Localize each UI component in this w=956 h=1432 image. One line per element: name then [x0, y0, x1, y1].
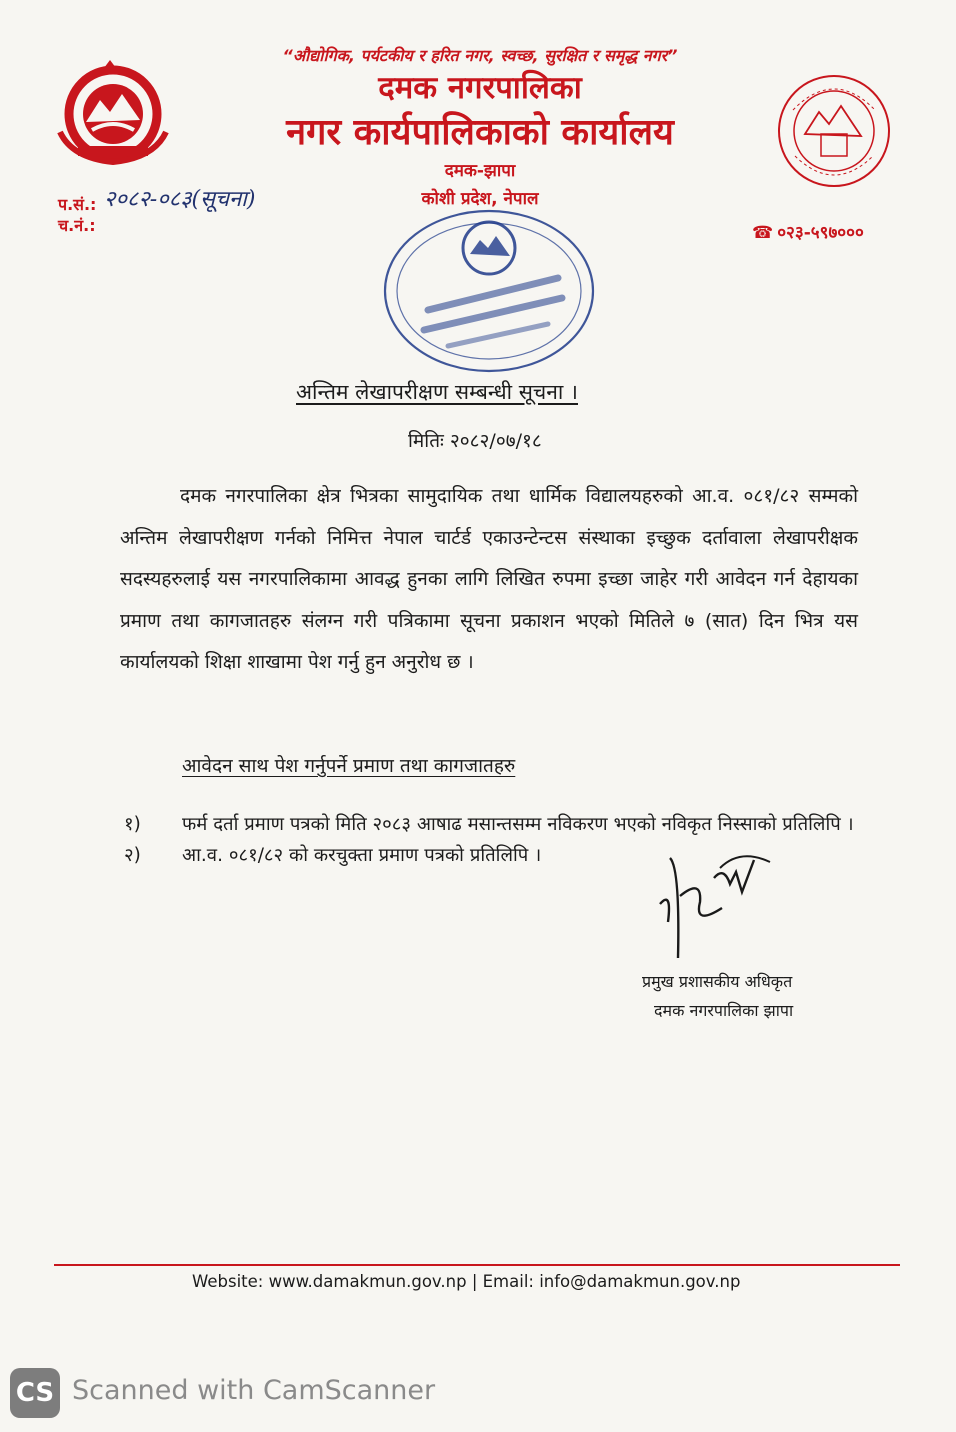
government-emblem-logo [52, 58, 174, 168]
list-item-number: २) [124, 845, 141, 866]
dispatch-number-label: च.नं.: [58, 216, 96, 235]
signatory-title: प्रमुख प्रशासकीय अधिकृत [642, 972, 793, 991]
documents-heading: आवेदन साथ पेश गर्नुपर्ने प्रमाण तथा कागजातहरु [182, 755, 516, 777]
signatory-organization: दमक नगरपालिका झापा [654, 1001, 794, 1020]
address-province: कोशी प्रदेश, नेपाल [421, 189, 539, 209]
camscanner-logo-icon: CS [10, 1368, 60, 1418]
municipality-name: दमक नगरपालिका [378, 70, 582, 106]
list-item-text: फर्म दर्ता प्रमाण पत्रको मिति २०८३ आषाढ मसान्तसम्म नविकरण भएको नविकृत निस्साको प्रतिलिपि । [182, 814, 854, 835]
reference-label: प.सं.: [58, 195, 97, 214]
footer-divider [54, 1264, 900, 1266]
notice-body [120, 476, 858, 684]
phone-value: ०२३-५९७००० [777, 223, 864, 243]
office-name: नगर कार्यपालिकाको कार्यालय [286, 112, 674, 153]
reference-number: २०८२-०८३(सूचना) [104, 187, 256, 212]
municipality-motto: “औद्योगिक, पर्यटकीय र हरित नगर, स्वच्छ, सुरक्षित र समृद्ध नगर” [282, 46, 678, 65]
list-item-text: आ.व. ०८१/८२ को करचुक्ता प्रमाण पत्रको प्रतिलिपि । [182, 845, 542, 866]
footer-contact: Website: www.damakmun.gov.np | Email: info@damakmun.gov.np [192, 1272, 741, 1291]
phone-number [752, 220, 864, 243]
municipality-seal [775, 72, 893, 190]
notice-body-text: दमक नगरपालिका क्षेत्र भित्रका सामुदायिक तथा धार्मिक विद्यालयहरुको आ.व. ०८१/८२ सम्मको अन्तिम लेखापरीक्षण गर्नको निमित्त नेपाल चार्टर्ड एकाउन्टेन्टस संस्थाका इच्छुक दर्तावाला लेखापरीक्षक सदस्यहरुलाई यस नगरपालिकामा आवद्ध हुनका लागि लिखित रुपमा इच्छा जाहेर गरी आवेदन गर्न देहायका प्रमाण तथा कागजातहरु संलग्न गरी पत्रिकामा सूचना प्रकाशन भएको मितिले ७ (सात) दिन भित्र यस कार्यालयको शिक्षा शाखामा पेश गर्नु हुन अनुरोध छ । [120, 485, 858, 673]
address-district: दमक-झापा [444, 161, 516, 181]
officer-signature [650, 838, 810, 958]
telephone-icon: ☎ [752, 223, 774, 243]
office-stamp [378, 206, 600, 376]
camscanner-watermark: Scanned with CamScanner [72, 1375, 436, 1406]
notice-date: मितिः २०८२/०७/१८ [408, 430, 542, 452]
list-item [124, 810, 860, 839]
list-item-number: १) [124, 814, 141, 835]
notice-title: अन्तिम लेखापरीक्षण सम्बन्धी सूचना । [296, 380, 578, 404]
